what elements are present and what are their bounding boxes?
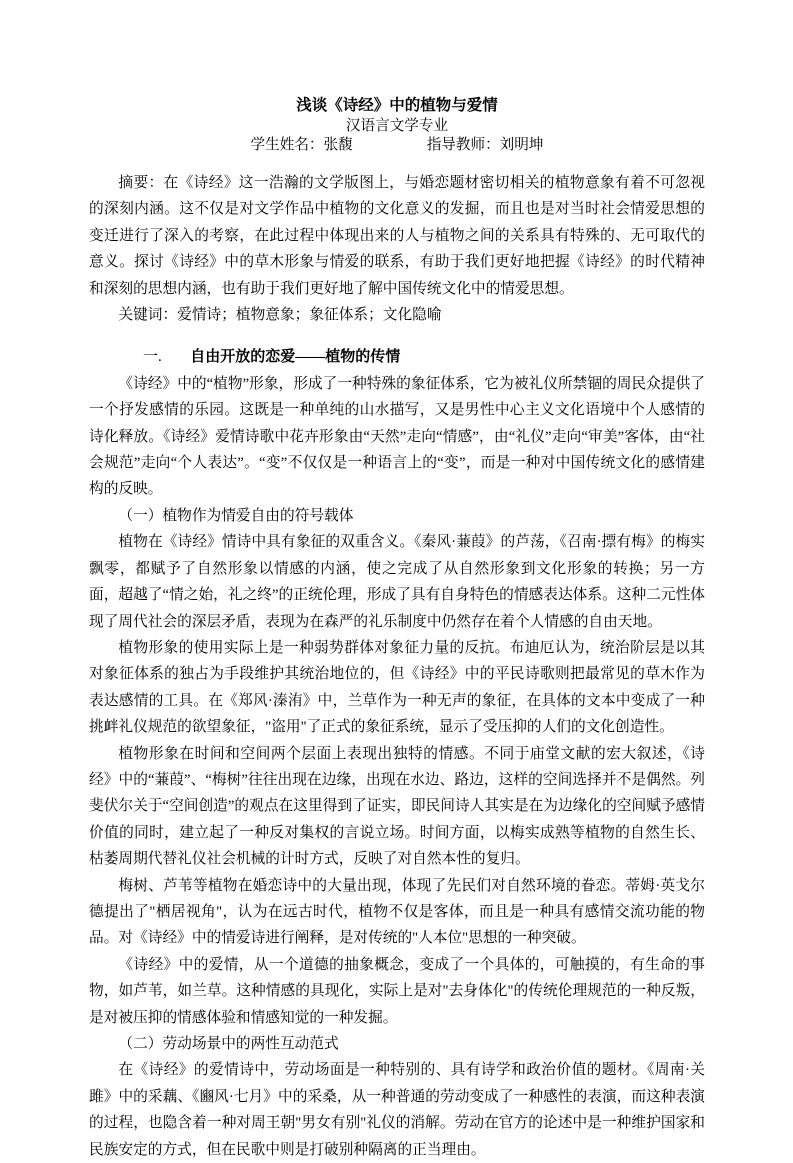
section-1-heading: [89, 344, 705, 370]
subsection-1-paragraph: 梅树、芦苇等植物在婚恋诗中的大量出现，体现了先民们对自然环境的眷恋。蒂姆·英戈尔德提出了"栖居视角"，认为在远古时代，植物不仅是客体，而且是一种具有感情交流功能的物品。对《诗经》中的情爱诗进行阐释，是对传统的"人本位"思想的一种突破。: [89, 877, 705, 947]
subsection-1-paragraph: 《诗经》中的爱情，从一个道德的抽象概念，变成了一个具体的，可触摸的，有生命的事物，如芦苇，如兰草。这种情感的具现化，实际上是对"去身体化"的传统伦理规范的一种反叛，是对被压抑的情感体验和情感知觉的一种发掘。: [89, 956, 705, 1026]
section-1-number: 一.: [143, 349, 162, 366]
author-line: [89, 136, 705, 155]
page-title: 浅谈《诗经》中的植物与爱情: [296, 97, 498, 114]
subsection-1-paragraph: 植物形象在时间和空间两个层面上表现出独特的情感。不同于庙堂文献的宏大叙述，《诗经》中的“蒹葭”、“梅树”往往出现在边缘，出现在水边、路边，这样的空间选择并不是偶然。列斐伏尔关于“空间创造”的观点在这里得到了证实，即民间诗人其实是在为边缘化的空间赋予感情价值的同时，建立起了一种反对集权的言说立场。时间方面，以梅实成熟等植物的自然生长、枯萎周期代替礼仪社会机械的计时方式，反映了对自然本性的复归。: [89, 745, 705, 868]
subsection-1-paragraph: 植物形象的使用实际上是一种弱势群体对象征力量的反抗。布迪厄认为，统治阶层是以其对象征体系的独占为手段维护其统治地位的，但《诗经》中的平民诗歌则把最常见的草木作为表达感情的工具。在《郑风·溱洧》中，兰草作为一种无声的象征，在具体的文本中变成了一种挑衅礼仪规范的欲望象征，"盗用"了正式的象征系统，显示了受压抑的人们的文化创造性。: [89, 639, 705, 736]
subsection-1-heading: （一）植物作为情爱自由的符号载体: [118, 507, 354, 524]
subsection-2-heading: （二）劳动场景中的两性互动范式: [118, 1036, 339, 1052]
subsection-2-paragraph: 在《诗经》的爱情诗中，劳动场面是一种特别的、具有诗学和政治价值的题材。《周南·关雎》中的采藕、《豳风·七月》中的采桑，从一种普通的劳动变成了一种感性的表演，而这种表演的过程，也隐含着一种对周王朝"男女有别"礼仪的消解。劳动在官方的论述中是一种维护国家和民族安定的方式，但在民歌中则是打破别种隔离的正当理由。: [89, 1062, 705, 1158]
abstract-paragraph: 摘要：在《诗经》这一浩瀚的文学版图上，与婚恋题材密切相关的植物意象有着不可忽视的深刻内涵。这不仅是对文学作品中植物的文化意义的发掘，而且也是对当时社会情爱思想的变迁进行了深入的考察，在此过程中体现出来的人与植物之间的关系具有特殊的、无可取代的意义。探讨《诗经》中的草木形象与情爱的联系，有助于我们更好地把握《诗经》的时代精神和深刻的思想内涵，也有助于我们更好地了解中国传统文化中的情爱思想。: [89, 175, 705, 297]
advisor-name: 指导教师：刘明坤: [426, 137, 544, 153]
section-1-intro-paragraph: 《诗经》中的“植物”形象，形成了一种特殊的象征体系，它为被礼仪所禁锢的周民众提供了一个抒发感情的乐园。这既是一种单纯的山水描写，又是男性中心主义文化语境中个人感情的诗化释放。《诗经》爱情诗歌中花卉形象由“天然”走向“情感”，由“礼仪”走向“审美”客体，由“社会规范”走向“个人表达”。“变”不仅仅是一种语言上的“变”，而是一种对中国传统文化的感情建构的反映。: [89, 375, 705, 498]
section-1-title: 自由开放的恋爱——植物的传情: [190, 349, 401, 366]
major-line: 汉语言文学专业: [345, 118, 449, 134]
subsection-1-paragraph: 植物在《诗经》情诗中具有象征的双重含义。《秦风·蒹葭》的芦荡，《召南·摽有梅》的梅实飘零，都赋予了自然形象以情感的内涵，使之完成了从自然形象到文化形象的转换；另一方面，超越了“情之始，礼之终”的正统伦理，形成了具有自身特色的情感表达体系。这种二元性体现了周代社会的深层矛盾，表现为在森严的礼乐制度中仍然存在着个人情感的自由天地。: [89, 534, 705, 630]
student-name: 学生姓名：张馥: [250, 137, 353, 153]
keywords-line: 关键词：爱情诗；植物意象；象征体系；文化隐喻: [118, 307, 442, 324]
